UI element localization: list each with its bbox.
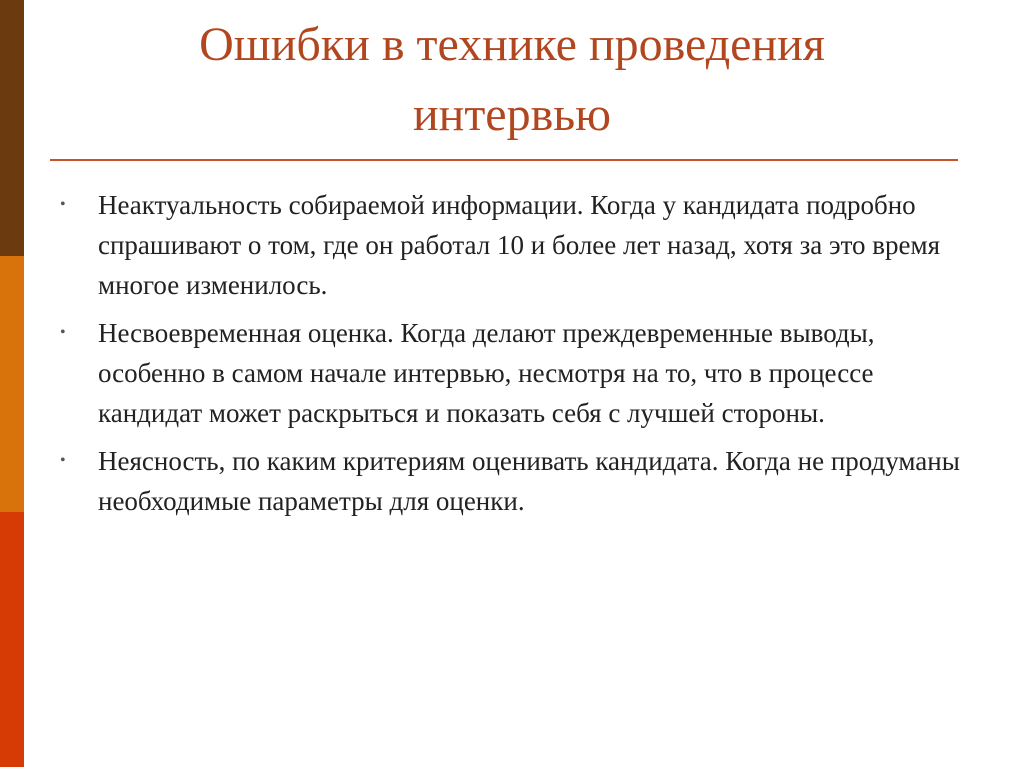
slide-title-line-2: интервью <box>412 88 612 141</box>
slide-title-line-1: Ошибки в технике проведения <box>199 18 825 71</box>
bullet-text: Неактуальность собираемой информации. Когда у кандидата подробно спрашивают о том, где он работал 10 и более лет назад, хотя за это время многое изменилось. <box>98 190 940 300</box>
bullet-marker: • <box>60 196 66 213</box>
slide-title <box>48 10 976 150</box>
bullet-list <box>60 185 980 529</box>
bullet-marker: • <box>60 324 66 341</box>
decorative-stripe-bottom <box>0 512 24 767</box>
bullet-item <box>60 441 980 521</box>
title-divider <box>50 159 958 161</box>
bullet-item <box>60 313 980 433</box>
bullet-text: Неясность, по каким критериям оценивать кандидата. Когда не продуманы необходимые параметры для оценки. <box>98 446 960 516</box>
bullet-text: Несвоевременная оценка. Когда делают преждевременные выводы, особенно в самом начале интервью, несмотря на то, что в процессе кандидат может раскрыться и показать себя с лучшей стороны. <box>98 318 875 428</box>
bullet-item <box>60 185 980 305</box>
decorative-stripe-top <box>0 0 24 256</box>
decorative-stripe-middle <box>0 256 24 512</box>
bullet-marker: • <box>60 452 66 469</box>
